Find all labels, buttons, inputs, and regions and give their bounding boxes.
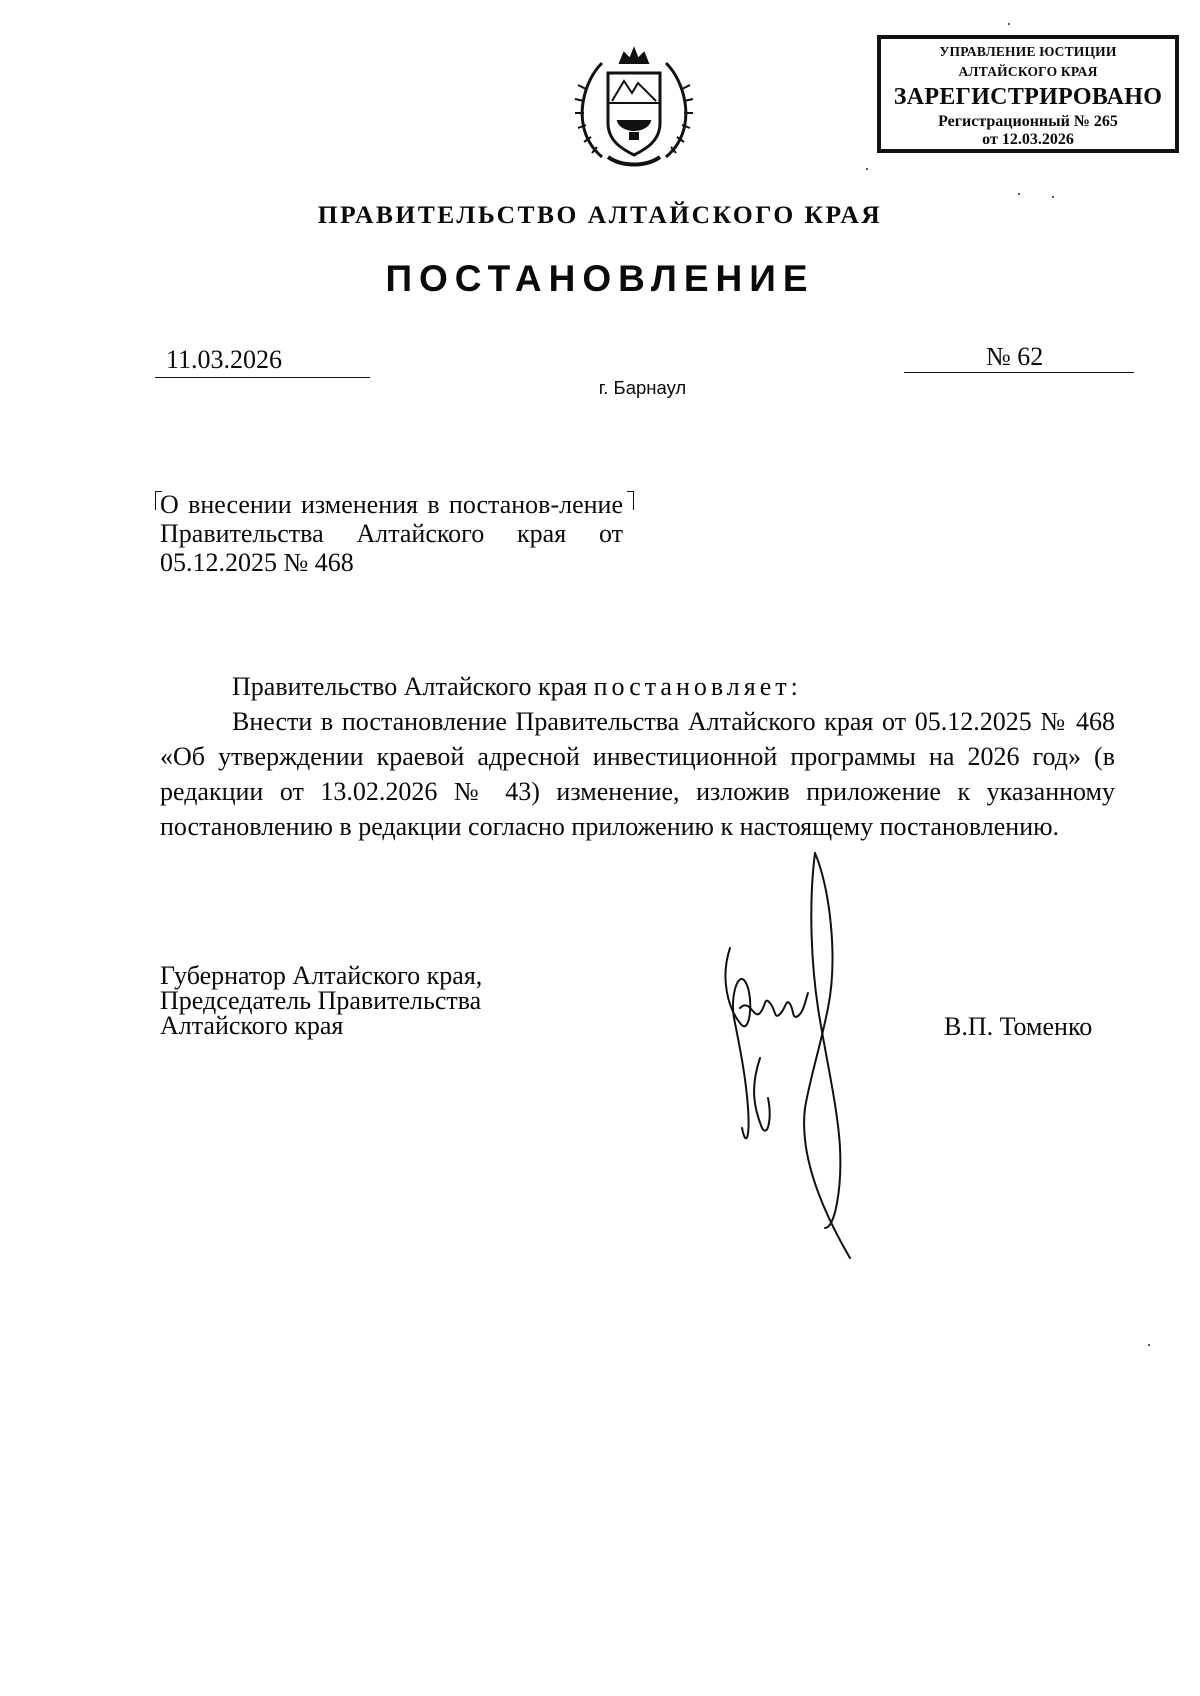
- speck: [1008, 23, 1010, 25]
- body-intro: [160, 669, 1115, 704]
- stamp-registration-number: Регистрационный № 265: [938, 113, 1118, 130]
- document-date: 11.03.2026: [166, 345, 283, 374]
- government-title: ПРАВИТЕЛЬСТВО АЛТАЙСКОГО КРАЯ: [317, 200, 883, 229]
- document-type-title: ПОСТАНОВЛЕНИЕ: [385, 258, 815, 299]
- body-intro-verb: постановляет:: [593, 672, 802, 701]
- document-body: [160, 669, 1115, 844]
- document-number: № 62: [986, 342, 1044, 371]
- signatory-role: [160, 963, 482, 1038]
- signatory-role-line3: Алтайского края: [160, 1011, 344, 1040]
- subject-bracket-right: [627, 491, 634, 510]
- city-name: г. Барнаул: [598, 377, 687, 398]
- body-intro-prefix: Правительство Алтайского края: [232, 672, 594, 701]
- speck: [866, 168, 868, 170]
- registration-stamp: [877, 35, 1179, 153]
- stamp-authority-line1: УПРАВЛЕНИЕ ЮСТИЦИИ: [939, 44, 1117, 59]
- document-subject: О внесении изменения в постанов-ление Правительства Алтайского края от 05.12.2025 № 468: [160, 490, 623, 577]
- coat-of-arms-icon: [572, 45, 696, 175]
- handwritten-signature-icon: [720, 848, 900, 1268]
- stamp-authority-line2: АЛТАЙСКОГО КРАЯ: [958, 64, 1098, 79]
- body-paragraph: Внести в постановление Правительства Алтайского края от 05.12.2025 № 468 «Об утверждении краевой адресной инвестиционной программы на 2026 год» (в редакции от 13.02.2026 № 43) изменение, изложив приложение к указанному постановлению в редакции согласно приложению к настоящему постановлению.: [160, 707, 1115, 841]
- stamp-date: от 12.03.2026: [982, 131, 1074, 148]
- speck: [1052, 196, 1054, 198]
- speck: [1148, 1344, 1150, 1346]
- number-underline: [904, 372, 1134, 373]
- signatory-role-line2: Председатель Правительства: [160, 986, 482, 1015]
- stamp-status: ЗАРЕГИСТРИРОВАНО: [893, 84, 1163, 110]
- signatory-name: В.П. Томенко: [944, 1012, 1093, 1041]
- speck: [1018, 193, 1020, 195]
- signatory-role-line1: Губернатор Алтайского края,: [160, 961, 483, 990]
